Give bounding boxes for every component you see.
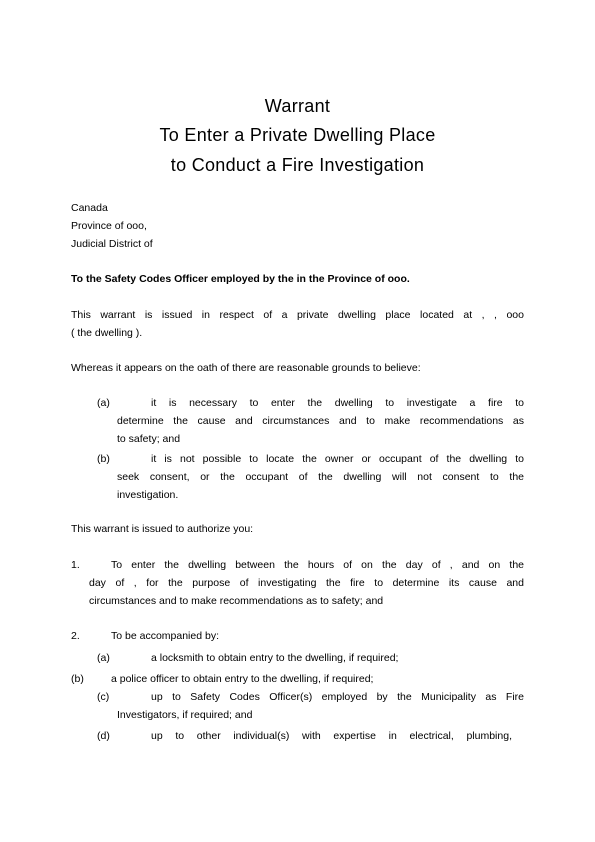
- title-line-2: To Enter a Private Dwelling Place: [159, 125, 436, 145]
- item-1-line-3: circumstances and to make recommendations as to safety; and: [89, 595, 384, 607]
- whereas-clause: Whereas it appears on the oath of there are reasonable grounds to believe:: [71, 362, 421, 374]
- item-2-line-1: To be accompanied by:: [111, 630, 219, 642]
- addressee: To the Safety Codes Officer employed by the in the Province of ooo.: [71, 273, 410, 285]
- item-2-b-label: (b): [71, 673, 84, 685]
- item-2-d-label: (d): [97, 730, 110, 742]
- ground-a-line-3: to safety; and: [117, 433, 181, 445]
- ground-a-line-1: it is necessary to enter the dwelling to investigate a fire to: [151, 397, 524, 409]
- ground-b-label: (b): [97, 453, 110, 465]
- jurisdiction-district: Judicial District of: [71, 238, 153, 250]
- item-2-d-line-1: up to other individual(s) with expertise in electrical, plumbing,: [151, 730, 512, 742]
- item-1-label: 1.: [71, 559, 80, 571]
- jurisdiction-province: Province of ooo,: [71, 220, 147, 232]
- item-2-a-text: a locksmith to obtain entry to the dwelling, if required;: [151, 652, 399, 664]
- item-2-c-line-1: up to Safety Codes Officer(s) employed by the Municipality as Fire: [151, 691, 524, 703]
- ground-b-line-3: investigation.: [117, 489, 179, 501]
- authorize-clause: This warrant is issued to authorize you:: [71, 523, 254, 535]
- jurisdiction-country: Canada: [71, 202, 108, 214]
- title-line-1: Warrant: [264, 96, 331, 116]
- issued-respect-line-1: This warrant is issued in respect of a private dwelling place located at , , ooo: [71, 309, 524, 321]
- ground-a-label: (a): [97, 397, 110, 409]
- issued-respect-line-2: ( the dwelling ).: [71, 327, 143, 339]
- item-2-b-text: a police officer to obtain entry to the dwelling, if required;: [111, 673, 374, 685]
- item-2-a-label: (a): [97, 652, 110, 664]
- ground-a-line-2: determine the cause and circumstances and to make recommendations as: [117, 415, 524, 427]
- title-line-3: to Conduct a Fire Investigation: [170, 155, 425, 175]
- item-1-line-1: To enter the dwelling between the hours of on the day of , and on the: [111, 559, 524, 571]
- ground-b-line-2: seek consent, or the occupant of the dwelling will not consent to the: [117, 471, 524, 483]
- item-1-line-2: day of , for the purpose of investigating the fire to determine its cause and: [89, 577, 524, 589]
- item-2-c-label: (c): [97, 691, 110, 703]
- ground-b-line-1: it is not possible to locate the owner or occupant of the dwelling to: [151, 453, 524, 465]
- item-2-label: 2.: [71, 630, 80, 642]
- item-2-c-line-2: Investigators, if required; and: [117, 709, 253, 721]
